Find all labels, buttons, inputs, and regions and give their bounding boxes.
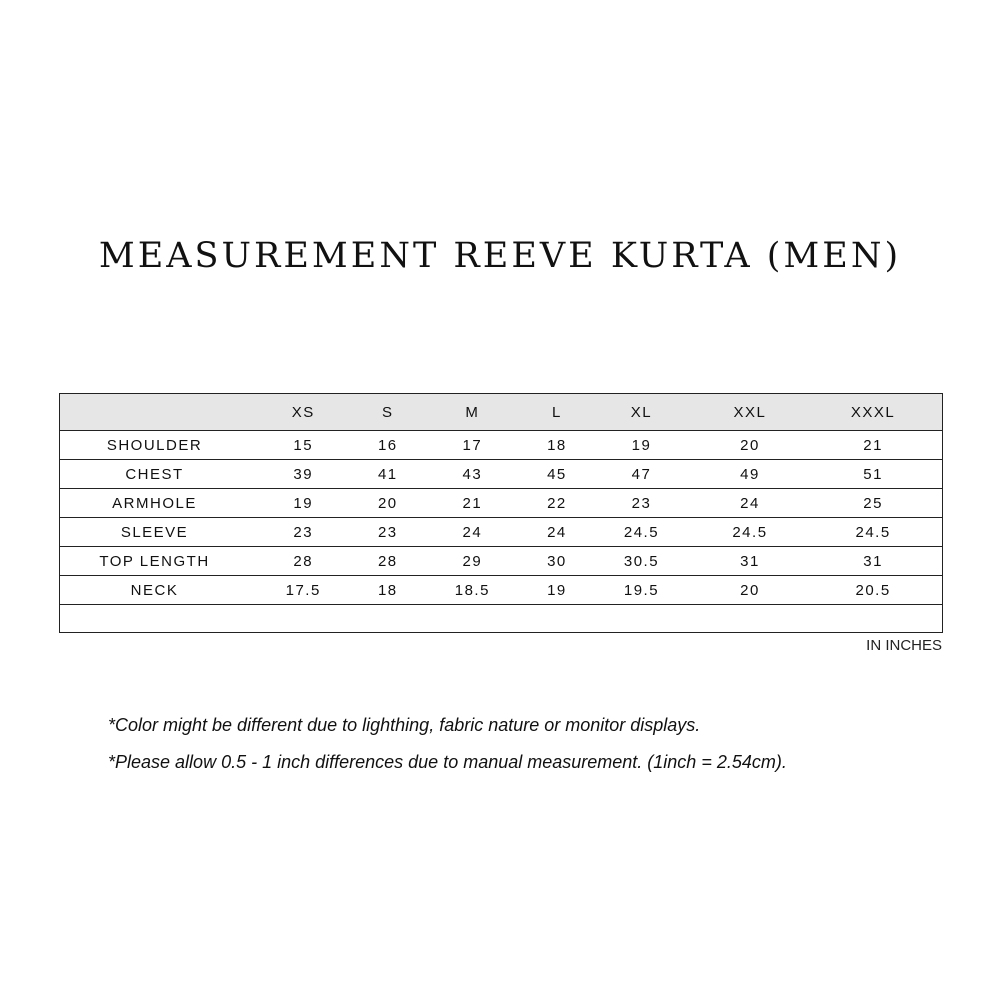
measurement-value: 19	[631, 436, 652, 454]
measurement-label: TOP LENGTH	[99, 552, 210, 570]
table-row	[60, 576, 943, 605]
measurement-value: 43	[462, 465, 483, 483]
table-row	[60, 547, 943, 576]
empty-table-row	[60, 605, 943, 633]
measurement-value: 30.5	[623, 552, 660, 570]
measurement-value: 18.5	[454, 581, 490, 599]
size-header-cell: L	[552, 403, 562, 421]
measurement-value: 23	[631, 494, 652, 512]
measurement-value: 20.5	[855, 581, 891, 599]
measurement-value: 24.5	[623, 523, 660, 541]
measurement-value: 23	[293, 523, 314, 541]
measurement-value: 39	[293, 465, 314, 483]
measurement-label: NECK	[130, 581, 179, 599]
measurement-value: 31	[740, 552, 760, 570]
measurement-value: 24.5	[732, 523, 768, 541]
empty-cell	[60, 605, 943, 633]
measurement-value: 25	[863, 494, 883, 512]
measurement-value: 29	[462, 552, 483, 570]
disclaimer-notes	[108, 715, 787, 789]
measurement-value: 28	[377, 552, 398, 570]
measurement-value: 21	[863, 436, 883, 454]
size-header-cell: XS	[291, 403, 315, 421]
measurement-value: 51	[863, 465, 883, 483]
size-header-cell: S	[382, 403, 394, 421]
size-header-cell: XXXL	[850, 403, 896, 421]
size-header-cell: XL	[630, 403, 653, 421]
measurement-value: 41	[377, 465, 398, 483]
size-header-cell: XXL	[733, 403, 767, 421]
table-row	[60, 431, 943, 460]
measurement-value: 24	[462, 523, 483, 541]
measurement-value: 19	[547, 581, 567, 599]
measurement-value: 19.5	[623, 581, 660, 599]
measurement-value: 15	[293, 436, 314, 454]
measurement-value: 19	[293, 494, 314, 512]
table-row	[60, 518, 943, 547]
measurement-label: ARMHOLE	[112, 494, 197, 512]
measurement-value: 30	[547, 552, 567, 570]
header-corner-cell	[60, 394, 250, 431]
measurement-value: 24.5	[855, 523, 891, 541]
measurement-value: 20	[740, 436, 760, 454]
color-disclaimer: *Color might be different due to lighthing, fabric nature or monitor displays.	[108, 715, 701, 735]
measurement-value: 45	[547, 465, 567, 483]
page-title: MEASUREMENT REEVE KURTA (MEN)	[98, 236, 902, 276]
measurement-label: SLEEVE	[120, 523, 189, 541]
measurement-disclaimer: *Please allow 0.5 - 1 inch differences due to manual measurement. (1inch = 2.54cm).	[108, 752, 787, 772]
table-row	[60, 489, 943, 518]
table-row	[60, 460, 943, 489]
measurement-value: 17	[462, 436, 483, 454]
measurement-value: 20	[377, 494, 398, 512]
size-chart-table	[59, 393, 943, 633]
measurement-value: 24	[740, 494, 760, 512]
unit-note: IN INCHES	[866, 637, 942, 654]
measurement-value: 17.5	[285, 581, 321, 599]
measurement-value: 21	[462, 494, 483, 512]
measurement-label: CHEST	[125, 465, 184, 483]
measurement-value: 16	[377, 436, 398, 454]
size-header-row	[60, 394, 943, 431]
measurement-value: 24	[547, 523, 567, 541]
measurement-value: 20	[740, 581, 760, 599]
measurement-value: 18	[377, 581, 398, 599]
measurement-value: 18	[547, 436, 567, 454]
measurement-label: SHOULDER	[106, 436, 203, 454]
measurement-value: 22	[547, 494, 567, 512]
measurement-value: 23	[377, 523, 398, 541]
measurement-value: 31	[863, 552, 883, 570]
measurement-value: 47	[631, 465, 652, 483]
size-header-cell: M	[465, 403, 480, 421]
measurement-value: 28	[293, 552, 314, 570]
measurement-value: 49	[740, 465, 760, 483]
